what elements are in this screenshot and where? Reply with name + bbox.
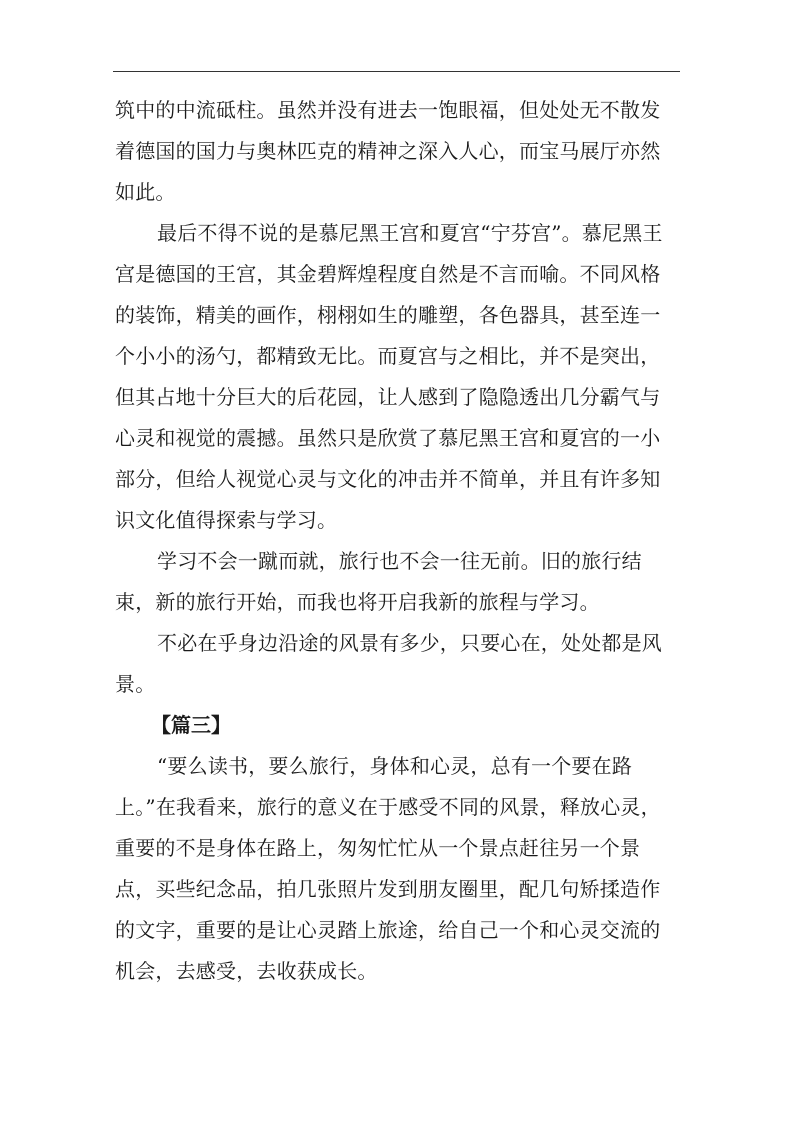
header-rule	[113, 71, 680, 72]
paragraph-1: 筑中的中流砥柱。虽然并没有进去一饱眼福，但处处无不散发着德国的国力与奥林匹克的精神之深入人心，而宝马展厅亦然如此。	[115, 98, 661, 204]
paragraph-5: “要么读书，要么旅行，身体和心灵，总有一个要在路上。”在我看来，旅行的意义在于感受不同的风景，释放心灵，重要的不是身体在路上，匆匆忙忙从一个景点赶往另一个景点，买些纪念品，拍几张照片发到朋友圈里，配几句矫揉造作的文字，重要的是让心灵踏上旅途，给自己一个和心灵交流的机会，去感受，去收获成长。	[115, 754, 661, 983]
section-heading: 【篇三】	[151, 713, 231, 737]
document-body	[115, 90, 680, 992]
paragraph-3: 学习不会一蹴而就，旅行也不会一往无前。旧的旅行结束，新的旅行开始，而我也将开启我新的旅程与学习。	[115, 549, 642, 614]
paragraph-2: 最后不得不说的是慕尼黑王宫和夏宫“宁芬宫”。慕尼黑王宫是德国的王宫，其金碧辉煌程度自然是不言而喻。不同风格的装饰，精美的画作，栩栩如生的雕塑，各色器具，甚至连一个小小的汤勺，都精致无比。而夏宫与之相比，并不是突出，但其占地十分巨大的后花园，让人感到了隐隐透出几分霸气与心灵和视觉的震撼。虽然只是欣赏了慕尼黑王宫和夏宫的一小部分，但给人视觉心灵与文化的冲击并不简单，并且有许多知识文化值得探索与学习。	[115, 221, 663, 532]
paragraph-4: 不必在乎身边沿途的风景有多少，只要心在，处处都是风景。	[115, 631, 662, 696]
